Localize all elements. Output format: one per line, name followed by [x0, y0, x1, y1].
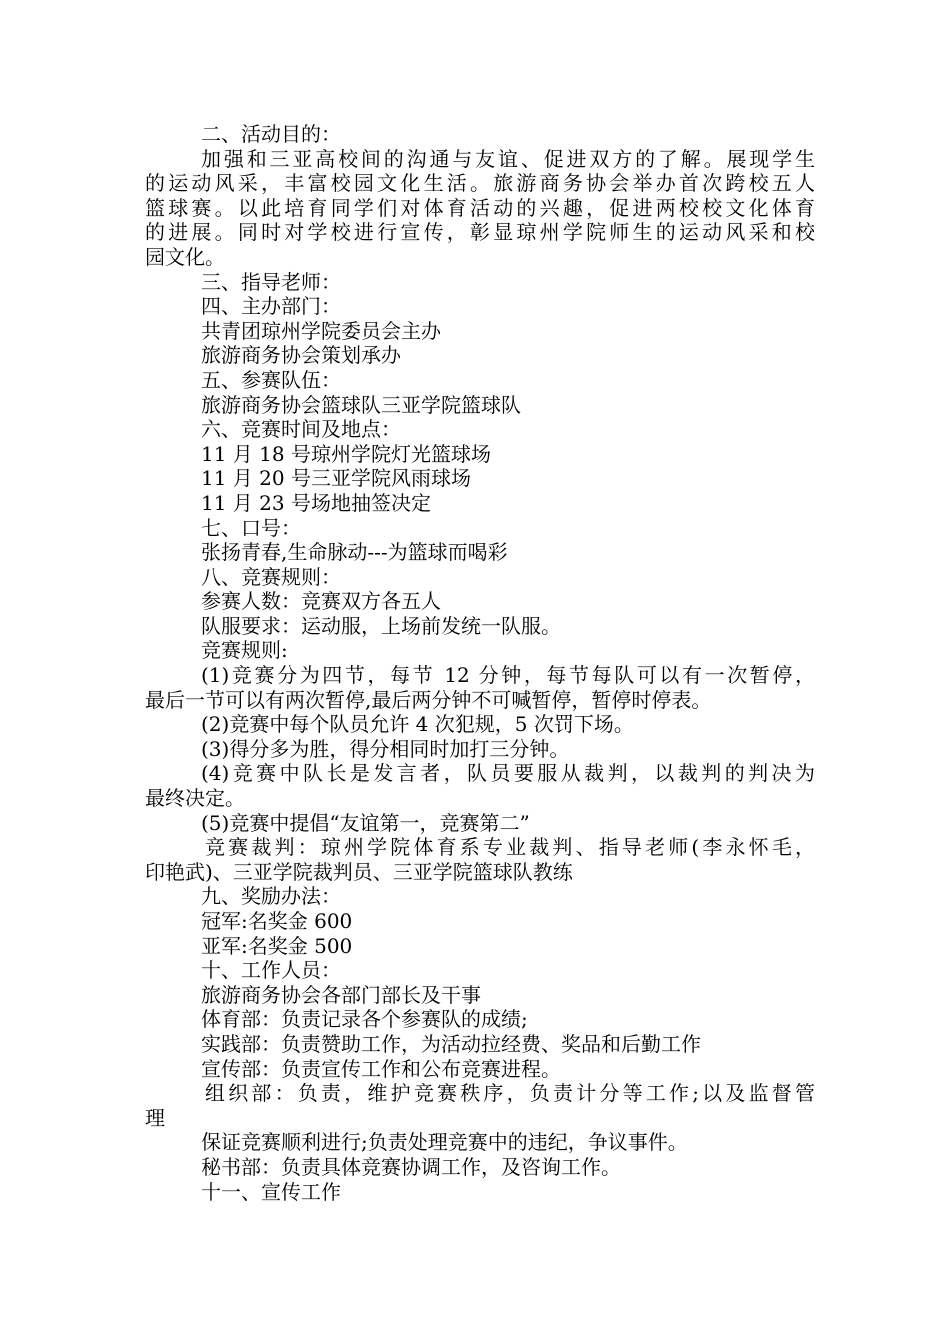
- text-line: (3)得分多为胜，得分相同时加打三分钟。: [201, 736, 570, 761]
- text-line: (1)竞赛分为四节，每节 12 分钟，每节每队可以有一次暂停，: [201, 663, 815, 688]
- text-line: 旅游商务协会篮球队三亚学院篮球队: [201, 392, 521, 417]
- text-line: 共青团琼州学院委员会主办: [201, 318, 441, 343]
- text-line: 11 月 18 号琼州学院灯光篮球场: [201, 441, 491, 466]
- text-line: 七、口号：: [201, 515, 301, 540]
- text-line: 张扬青春,生命脉动---为篮球而喝彩: [201, 540, 508, 565]
- text-line: 三、指导老师：: [201, 269, 341, 294]
- text-line: 队服要求：运动服，上场前发统一队服。: [201, 613, 561, 638]
- text-line: 体育部：负责记录各个参赛队的成绩;: [201, 1007, 528, 1032]
- text-line: 保证竞赛顺利进行;负责处理竞赛中的违纪，争议事件。: [201, 1130, 688, 1155]
- text-line: 理: [145, 1105, 165, 1130]
- text-line: (4)竞赛中队长是发言者，队员要服从裁判，以裁判的判决为: [201, 761, 815, 786]
- text-line: 宣传部：负责宣传工作和公布竞赛进程。: [201, 1056, 561, 1081]
- text-line: 八、竞赛规则：: [201, 564, 341, 589]
- text-line: 秘书部：负责具体竞赛协调工作，及咨询工作。: [201, 1154, 621, 1179]
- text-line: (5)竞赛中提倡“友谊第一，竞赛第二”: [201, 810, 530, 835]
- text-line: 五、参赛队伍：: [201, 367, 341, 392]
- text-line: 组织部：负责，维护竞赛秩序，负责计分等工作;以及监督管: [205, 1081, 815, 1106]
- text-line: 实践部：负责赞助工作，为活动拉经费、奖品和后勤工作: [201, 1031, 701, 1056]
- text-line: 印艳武)、三亚学院裁判员、三亚学院篮球队教练: [145, 859, 573, 884]
- text-line: 的进展。同时对学校进行宣传，彰显琼州学院师生的运动风采和校: [145, 220, 815, 245]
- text-line: 旅游商务协会各部门部长及干事: [201, 982, 481, 1007]
- text-line: 加强和三亚高校间的沟通与友谊、促进双方的了解。展现学生: [201, 146, 815, 171]
- text-line: 参赛人数：竞赛双方各五人: [201, 589, 441, 614]
- document-body: [145, 122, 815, 1204]
- text-line: 11 月 20 号三亚学院风雨球场: [201, 466, 471, 491]
- text-line: 园文化。: [145, 244, 225, 269]
- text-line: 六、竞赛时间及地点：: [201, 417, 401, 442]
- text-line: (2)竞赛中每个队员允许 4 次犯规，5 次罚下场。: [201, 712, 634, 737]
- text-line: 冠军:名奖金 600: [201, 909, 353, 933]
- text-line: 九、奖励办法：: [201, 884, 341, 909]
- text-line: 亚军:名奖金 500: [201, 933, 353, 958]
- text-line: 11 月 23 号场地抽签决定: [201, 490, 431, 515]
- text-line: 篮球赛。以此培育同学们对体育活动的兴趣，促进两校校文化体育: [145, 195, 815, 220]
- text-line: 最后一节可以有两次暂停,最后两分钟不可喊暂停，暂停时停表。: [145, 687, 712, 712]
- text-line: 的运动风采，丰富校园文化生活。旅游商务协会举办首次跨校五人: [145, 171, 815, 196]
- text-line: 竞赛规则:: [201, 638, 288, 663]
- text-line: 十、工作人员：: [201, 958, 341, 983]
- text-line: 旅游商务协会策划承办: [201, 343, 401, 368]
- text-line: 二、活动目的：: [201, 122, 341, 146]
- text-line: 十一、宣传工作: [201, 1179, 341, 1204]
- text-line: 竞赛裁判：琼州学院体育系专业裁判、指导老师(李永怀毛，: [205, 835, 815, 860]
- text-line: 最终决定。: [145, 786, 245, 811]
- text-line: 四、主办部门：: [201, 294, 341, 319]
